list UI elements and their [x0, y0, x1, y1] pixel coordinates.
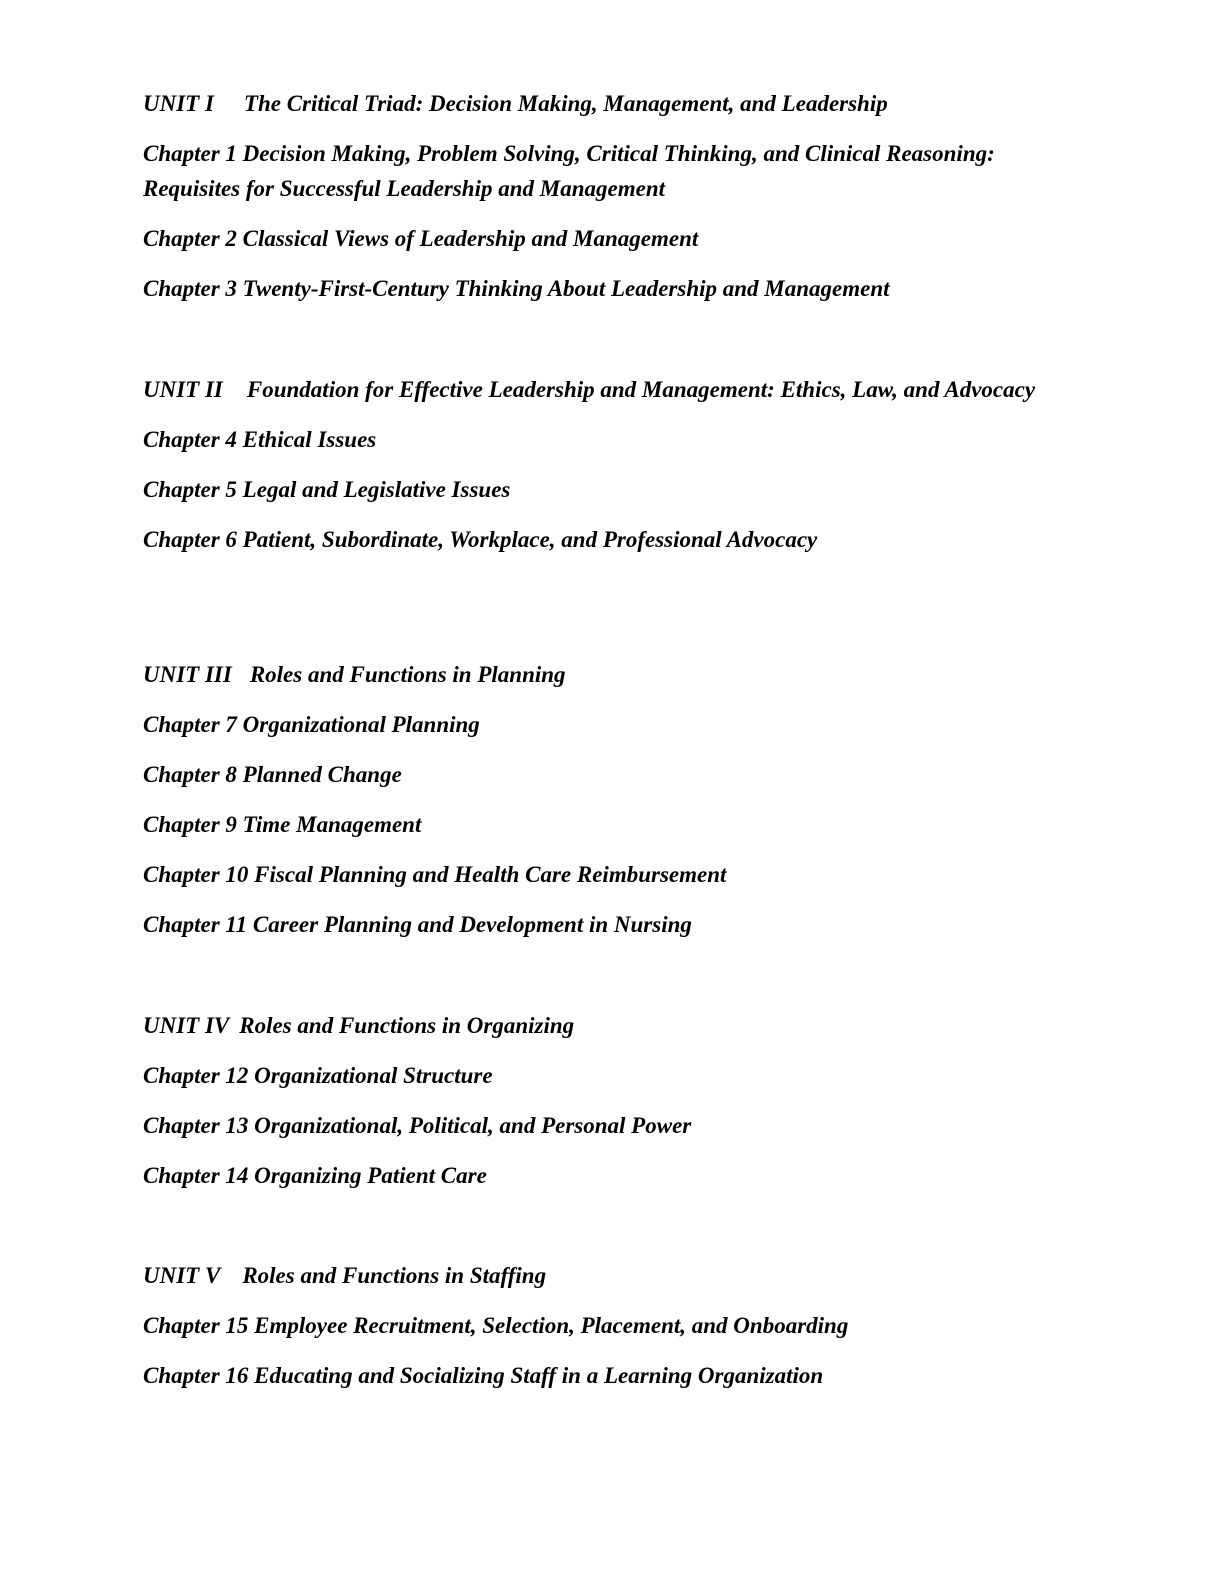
unit-title: Roles and Functions in Organizing [239, 1013, 575, 1038]
unit-heading [143, 1008, 1043, 1043]
unit-section [143, 657, 1043, 957]
unit-label: UNIT I [143, 91, 214, 116]
chapter-entry: Chapter 10 Fiscal Planning and Health Care Reimbursement [143, 862, 727, 887]
unit-label: UNIT II [143, 377, 223, 402]
unit-section [143, 1258, 1043, 1408]
unit-heading [143, 1258, 1043, 1293]
unit-title: The Critical Triad: Decision Making, Management, and Leadership [243, 91, 888, 116]
chapter-entry: Chapter 1 Decision Making, Problem Solving, Critical Thinking, and Clinical Reasoning: Requisites for Successful Leadership and Management [143, 141, 995, 201]
chapter-entry: Chapter 16 Educating and Socializing Staff in a Learning Organization [143, 1363, 824, 1388]
unit-title: Roles and Functions in Staffing [242, 1263, 547, 1288]
unit-label: UNIT IV [143, 1013, 230, 1038]
unit-heading [143, 86, 1043, 121]
chapter-entry: Chapter 9 Time Management [143, 812, 422, 837]
chapter-entry: Chapter 12 Organizational Structure [143, 1063, 493, 1088]
chapter-entry: Chapter 15 Employee Recruitment, Selection, Placement, and Onboarding [143, 1313, 849, 1338]
unit-section [143, 372, 1043, 572]
chapter-entry: Chapter 4 Ethical Issues [143, 427, 377, 452]
unit-title: Foundation for Effective Leadership and Management: Ethics, Law, and Advocacy [246, 377, 1036, 402]
chapter-entry: Chapter 8 Planned Change [143, 762, 402, 787]
chapter-entry: Chapter 5 Legal and Legislative Issues [143, 477, 511, 502]
unit-heading [143, 657, 1043, 692]
chapter-entry: Chapter 7 Organizational Planning [143, 712, 480, 737]
chapter-entry: Chapter 3 Twenty-First-Century Thinking About Leadership and Management [143, 276, 890, 301]
unit-title: Roles and Functions in Planning [249, 662, 566, 687]
unit-label: UNIT III [143, 662, 232, 687]
unit-section [143, 86, 1043, 321]
unit-heading [143, 372, 1043, 407]
chapter-entry: Chapter 13 Organizational, Political, and Personal Power [143, 1113, 692, 1138]
chapter-entry: Chapter 2 Classical Views of Leadership and Management [143, 226, 699, 251]
unit-label: UNIT V [143, 1263, 221, 1288]
unit-section [143, 1008, 1043, 1208]
chapter-entry: Chapter 11 Career Planning and Development in Nursing [143, 912, 692, 937]
chapter-entry: Chapter 6 Patient, Subordinate, Workplace, and Professional Advocacy [143, 527, 818, 552]
chapter-entry: Chapter 14 Organizing Patient Care [143, 1163, 487, 1188]
